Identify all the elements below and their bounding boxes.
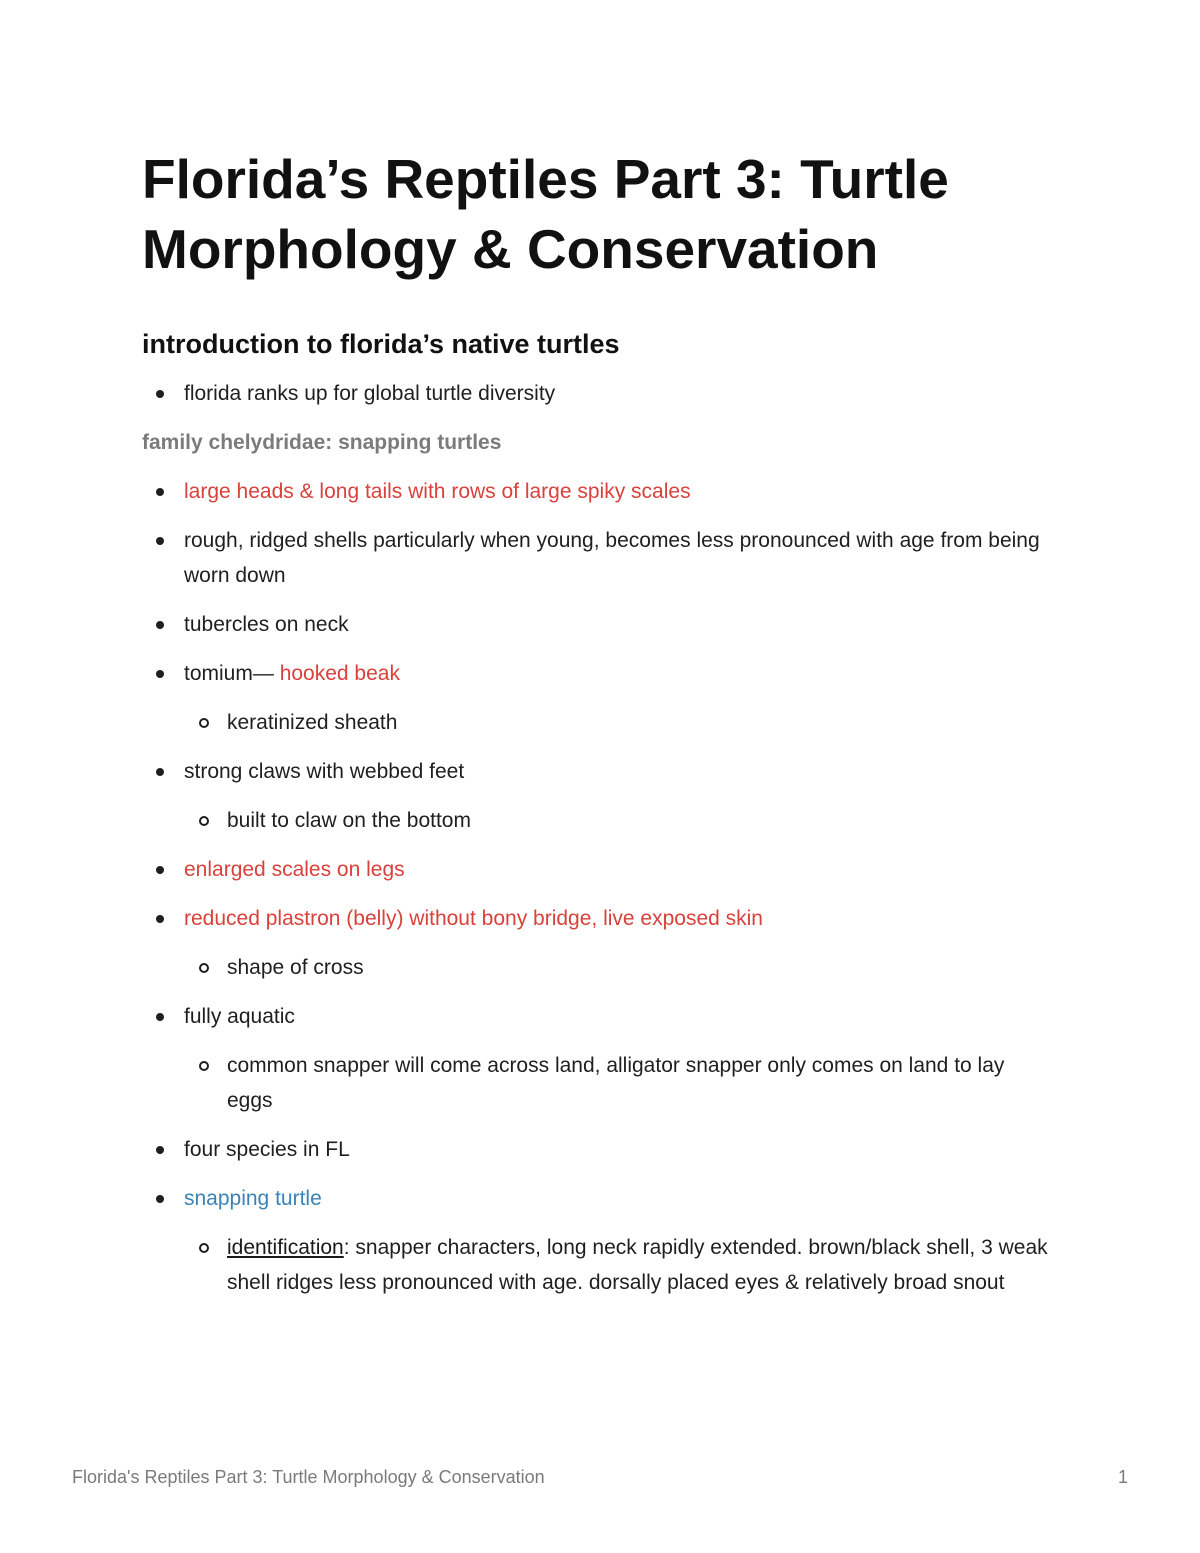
footer-title: Florida's Reptiles Part 3: Turtle Morphology & Conservation — [72, 1467, 545, 1487]
highlighted-text: enlarged scales on legs — [184, 858, 405, 881]
highlighted-text: reduced plastron (belly) without bony bridge, live exposed skin — [184, 907, 763, 930]
family-subheading: family chelydridae: snapping turtles — [142, 431, 502, 454]
list-item — [142, 901, 1052, 936]
list-item-text: tubercles on neck — [184, 613, 349, 636]
list-item — [142, 607, 1052, 642]
list-item — [142, 1132, 1052, 1167]
list-item-text: built to claw on the bottom — [227, 809, 471, 832]
identification-label: identification — [227, 1236, 344, 1259]
highlighted-text: hooked beak — [279, 662, 400, 685]
list-item-text: shape of cross — [227, 956, 364, 979]
notes-list — [142, 376, 1052, 1314]
list-item-text: four species in FL — [184, 1138, 350, 1161]
list-item — [142, 754, 1052, 789]
list-item-text: keratinized sheath — [227, 711, 398, 734]
list-item-text: rough, ridged shells particularly when young, becomes less pronounced with age from being worn down — [184, 529, 1040, 587]
list-item — [142, 656, 1052, 691]
list-item — [142, 474, 1052, 509]
sub-list-item — [142, 803, 1052, 838]
list-item-text: florida ranks up for global turtle diversity — [184, 382, 556, 405]
document-title: Florida’s Reptiles Part 3: Turtle Morphology & Conservation — [142, 148, 949, 280]
species-name: snapping turtle — [184, 1187, 322, 1210]
list-item — [142, 852, 1052, 887]
highlighted-text: large heads & long tails with rows of large spiky scales — [184, 480, 691, 503]
list-item — [142, 523, 1052, 593]
list-item-text: common snapper will come across land, alligator snapper only comes on land to lay eggs — [227, 1054, 1005, 1112]
sub-list-item — [142, 1230, 1052, 1300]
list-item — [142, 1181, 1052, 1216]
list-item-text: : snapper characters, long neck rapidly extended. brown/black shell, 3 weak shell ridges less pronounced with age. dorsally placed eyes & relatively broad snout — [227, 1236, 1048, 1294]
list-item — [142, 999, 1052, 1034]
page-number: 1 — [1118, 1467, 1129, 1487]
sub-list-item — [142, 950, 1052, 985]
sub-list-item — [142, 1048, 1052, 1118]
list-item — [142, 376, 1052, 411]
list-item-text: fully aquatic — [184, 1005, 295, 1028]
list-item-text: strong claws with webbed feet — [184, 760, 465, 783]
list-item-text: tomium— — [184, 662, 280, 685]
section-heading: introduction to florida’s native turtles — [142, 329, 620, 359]
sub-list-item — [142, 705, 1052, 740]
